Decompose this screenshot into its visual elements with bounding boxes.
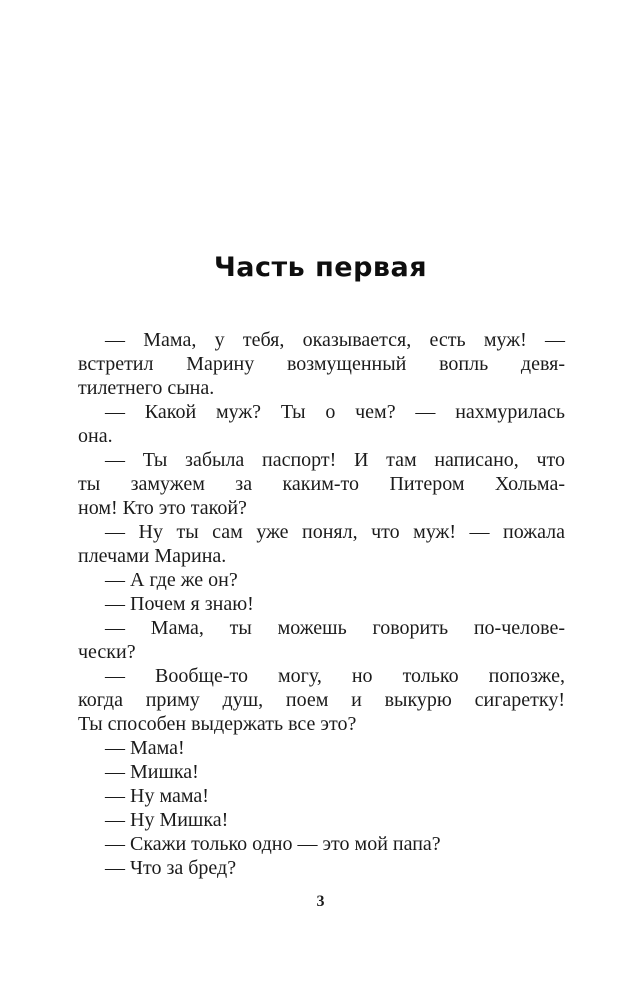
paragraph — [78, 448, 565, 520]
paragraph — [78, 760, 565, 784]
text-line: — Почем я знаю! — [105, 593, 254, 615]
text-line: — Мама, у тебя, оказывается, есть муж! — — [105, 329, 565, 351]
text-line: — Ну ты сам уже понял, что муж! — пожала — [105, 521, 565, 543]
text-line: — Мама! — [105, 737, 185, 759]
text-line: плечами Марина. — [78, 545, 227, 567]
text-line: тилетнего сына. — [78, 377, 215, 399]
paragraph — [78, 664, 565, 736]
paragraph — [78, 616, 565, 664]
text-line: Ты способен выдержать все это? — [78, 713, 357, 735]
text-line: ты замужем за каким-то Питером Хольма- — [78, 473, 565, 495]
paragraph — [78, 400, 565, 448]
page-number: 3 — [316, 893, 325, 910]
paragraph — [78, 520, 565, 568]
text-line: чески? — [78, 641, 136, 663]
text-line: — Вообще-то могу, но только попозже, — [105, 665, 565, 687]
text-block — [78, 328, 565, 880]
text-line: она. — [78, 425, 113, 447]
text-line: — Что за бред? — [105, 857, 237, 879]
text-line: — Ну Мишка! — [105, 809, 229, 831]
text-line: — Скажи только одно — это мой папа? — [105, 833, 441, 855]
paragraph — [78, 784, 565, 808]
text-line: — Ты забыла паспорт! И там написано, что — [105, 449, 565, 471]
paragraph — [78, 328, 565, 400]
paragraph — [78, 856, 565, 880]
text-line: ном! Кто это такой? — [78, 497, 247, 519]
text-line: — А где же он? — [105, 569, 238, 591]
text-line: когда приму душ, поем и выкурю сигаретку! — [78, 689, 565, 711]
text-line: — Какой муж? Ты о чем? — нахмурилась — [105, 401, 565, 423]
paragraph — [78, 832, 565, 856]
text-line: — Мама, ты можешь говорить по-челове- — [105, 617, 565, 639]
paragraph — [78, 568, 565, 592]
text-line: — Ну мама! — [105, 785, 209, 807]
paragraph — [78, 592, 565, 616]
paragraph — [78, 736, 565, 760]
text-line: — Мишка! — [105, 761, 199, 783]
text-line: встретил Марину возмущенный вопль девя- — [78, 353, 565, 375]
chapter-title: Часть первая — [213, 252, 428, 283]
paragraph — [78, 808, 565, 832]
